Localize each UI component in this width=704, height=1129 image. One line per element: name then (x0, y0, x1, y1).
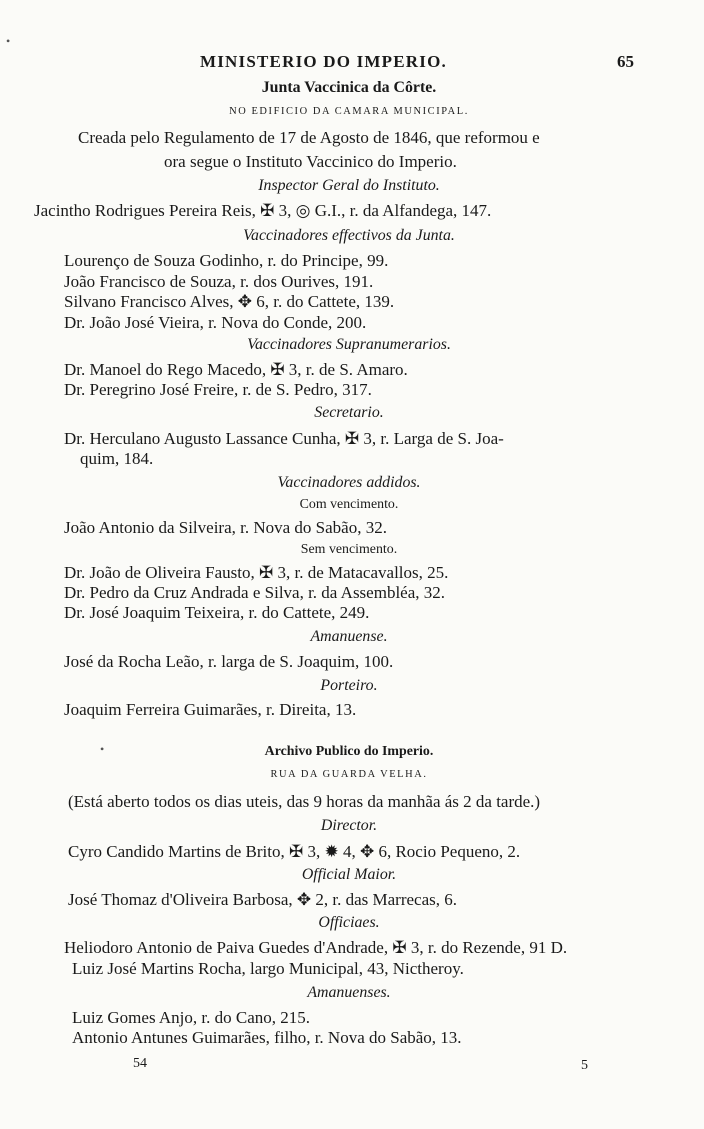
subheading-supranumerarios: Vaccinadores Supranumerarios. (247, 336, 451, 353)
subheading-director: Director. (320, 817, 378, 834)
signature-mark-left: 54 (133, 1056, 147, 1071)
page-number: 65 (617, 52, 634, 71)
subheading-sem-vencimento: Sem vencimento. (300, 542, 398, 557)
entry: Dr. João José Vieira, r. Nova do Conde, 200. (64, 313, 367, 332)
subheading-secretario: Secretario. (314, 404, 384, 421)
subheading-com-vencimento: Com vencimento. (299, 497, 399, 512)
entry: Silvano Francisco Alves, ✥ 6, r. do Cattete, 139. (64, 292, 395, 311)
subheading-addidos: Vaccinadores addidos. (277, 474, 421, 491)
signature-mark-right: 5 (581, 1058, 588, 1073)
subheading-official-maior: Official Maior. (301, 866, 397, 883)
entry: José da Rocha Leão, r. larga de S. Joaquim, 100. (64, 652, 394, 671)
entry: João Francisco de Souza, r. dos Ourives, 191. (64, 272, 374, 291)
subheading-amanuenses: Amanuenses. (307, 984, 391, 1001)
entry-inspector: Jacintho Rodrigues Pereira Reis, ✠ 3, ◎ G.I., r. da Alfandega, 147. (34, 201, 492, 220)
entry: Dr. Herculano Augusto Lassance Cunha, ✠ 3, r. Larga de S. Joa- (64, 429, 504, 448)
intro-text: Creada pelo Regulamento de 17 de Agosto de 1846, que reformou e (78, 128, 540, 147)
opening-hours: (Está aberto todos os dias uteis, das 9 horas da manhãa ás 2 da tarde.) (68, 792, 541, 811)
page-speck: • (100, 742, 105, 756)
entry: Dr. João de Oliveira Fausto, ✠ 3, r. de Matacavallos, 25. (64, 563, 449, 582)
section-heading-archivo: Archivo Publico do Imperio. (264, 744, 434, 759)
entry: José Thomaz d'Oliveira Barbosa, ✥ 2, r. das Marrecas, 6. (68, 890, 457, 909)
entry: Dr. José Joaquim Teixeira, r. do Cattete, 249. (64, 603, 370, 622)
section-location: NO EDIFICIO DA CAMARA MUNICIPAL. (229, 106, 469, 117)
entry: Luiz José Martins Rocha, largo Municipal, 43, Nictheroy. (72, 959, 464, 978)
subheading-porteiro: Porteiro. (320, 677, 378, 694)
subheading-inspector: Inspector Geral do Instituto. (258, 177, 440, 194)
entry: Cyro Candido Martins de Brito, ✠ 3, ✹ 4, ✥ 6, Rocio Pequeno, 2. (68, 842, 521, 861)
entry: Dr. Manoel do Rego Macedo, ✠ 3, r. de S. Amaro. (64, 360, 408, 379)
entry: João Antonio da Silveira, r. Nova do Sabão, 32. (64, 518, 387, 537)
entry-continued: quim, 184. (80, 449, 154, 468)
page-speck: • (6, 34, 11, 48)
subheading-amanuense: Amanuense. (310, 628, 388, 645)
subheading-officiaes: Officiaes. (318, 914, 380, 931)
section-location: RUA DA GUARDA VELHA. (270, 769, 428, 780)
entry: Dr. Peregrino José Freire, r. de S. Pedro, 317. (64, 380, 372, 399)
intro-text: ora segue o Instituto Vaccinico do Imperio. (164, 152, 457, 171)
running-title: MINISTERIO DO IMPERIO. (200, 52, 447, 71)
entry: Joaquim Ferreira Guimarães, r. Direita, 13. (64, 700, 357, 719)
entry: Dr. Pedro da Cruz Andrada e Silva, r. da Assembléa, 32. (64, 583, 446, 602)
entry: Heliodoro Antonio de Paiva Guedes d'Andrade, ✠ 3, r. do Rezende, 91 D. (64, 938, 568, 957)
entry: Lourenço de Souza Godinho, r. do Principe, 99. (64, 251, 389, 270)
subheading-vaccinadores: Vaccinadores effectivos da Junta. (243, 227, 455, 244)
entry: Antonio Antunes Guimarães, filho, r. Nova do Sabão, 13. (72, 1028, 462, 1047)
entry: Luiz Gomes Anjo, r. do Cano, 215. (72, 1008, 310, 1027)
section-heading-junta: Junta Vaccinica da Côrte. (261, 79, 437, 96)
